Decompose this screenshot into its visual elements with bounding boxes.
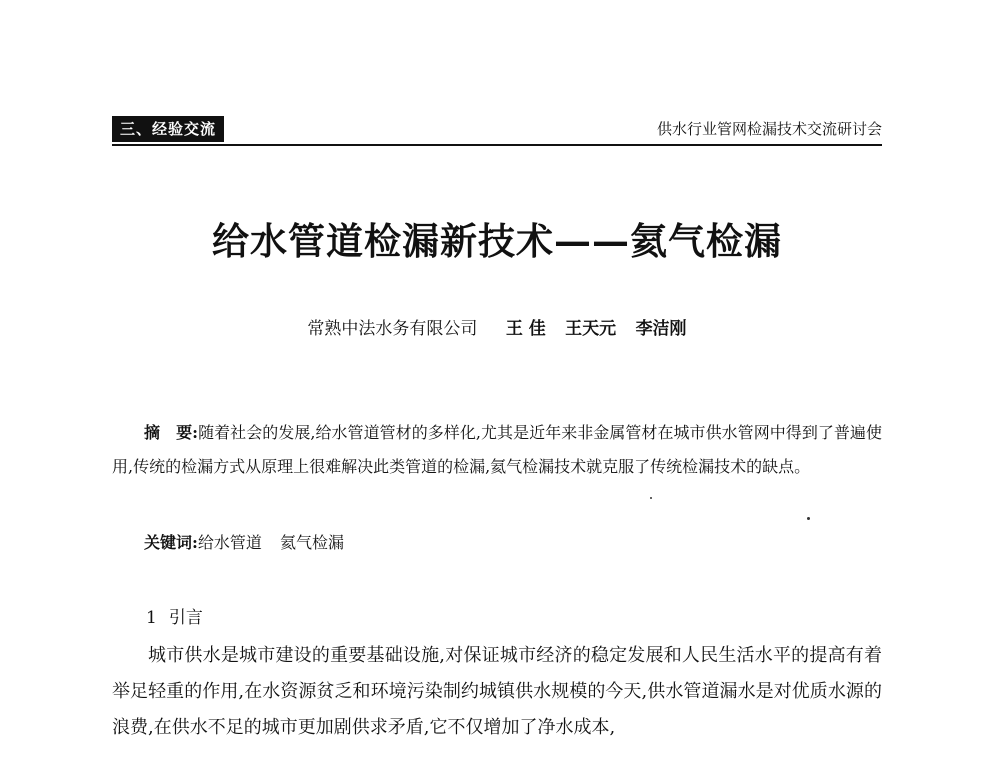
section-badge: 三、经验交流 <box>112 116 224 142</box>
section-body: 城市供水是城市建设的重要基础设施,对保证城市经济的稳定发展和人民生活水平的提高有着举足轻重的作用,在水资源贫乏和环境污染制约城镇供水规模的今天,供水管道漏水是对优质水源的浪费,在供水不足的城市更加剧供求矛盾,它不仅增加了净水成本, <box>112 645 882 738</box>
keyword-1: 给水管道 <box>197 533 262 552</box>
paper-title: 给水管道检漏新技术——氦气检漏 <box>212 219 782 263</box>
keywords <box>112 528 882 558</box>
section-heading <box>146 604 203 632</box>
author-line <box>112 316 882 342</box>
organization: 常熟中法水务有限公司 <box>307 319 478 339</box>
scan-speck <box>650 497 652 499</box>
author-3: 李洁刚 <box>635 319 687 339</box>
section-title: 引言 <box>168 608 203 628</box>
abstract <box>112 416 882 484</box>
conference-name: 供水行业管网检漏技术交流研讨会 <box>656 120 882 138</box>
section-number: 1 <box>146 608 157 628</box>
abstract-text: 随着社会的发展,给水管道管材的多样化,尤其是近年来非金属管材在城市供水管网中得到了普遍使用,传统的检漏方式从原理上很难解决此类管道的检漏,氦气检漏技术就克服了传统检漏技术的缺点。 <box>112 423 882 476</box>
author-1: 王 佳 <box>505 319 546 339</box>
scan-speck <box>807 517 810 520</box>
keywords-label: 关键词: <box>144 533 198 552</box>
abstract-label: 摘 要: <box>144 423 199 442</box>
running-header <box>112 114 882 146</box>
author-2: 王天元 <box>565 319 617 339</box>
keyword-2: 氦气检漏 <box>279 533 344 552</box>
